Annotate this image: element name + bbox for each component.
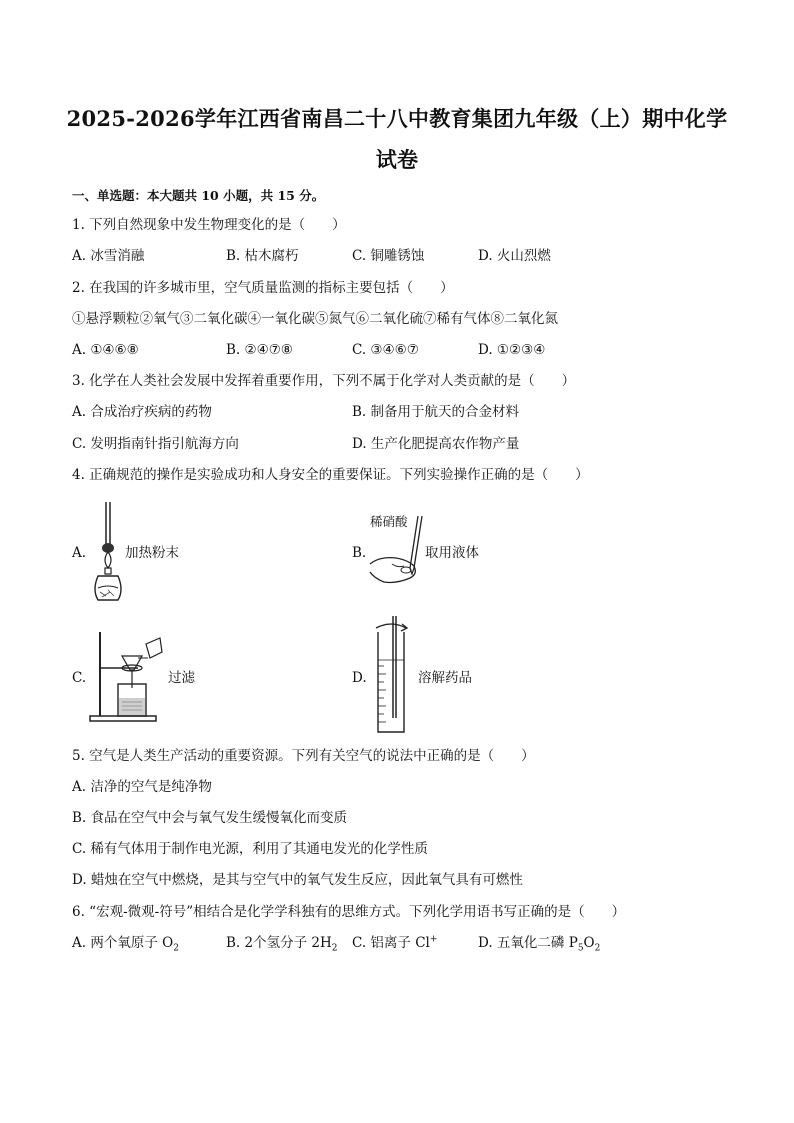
question-5-stem: 5. 空气是人类生产活动的重要资源。下列有关空气的说法中正确的是（ ） [72,748,535,764]
q4-option-c-label: 过滤 [168,670,195,686]
q3-option-c: C. 发明指南针指引航海方向 [72,436,239,452]
q6-option-d-oxygen: O [583,935,595,951]
filtration-diagram [86,628,166,723]
q6-option-d [478,935,601,954]
q5-option-c: C. 稀有气体用于制作电光源，利用了其通电发光的化学性质 [72,841,428,857]
q3-option-b: B. 制备用于航天的合金材料 [352,404,520,420]
q2-option-a: A. ①④⑥⑧ [72,342,139,358]
q4-option-d-label: 溶解药品 [418,670,472,686]
q6-option-c-superscript: + [429,934,438,945]
q4-option-b-reagent: 稀硝酸 [370,514,408,529]
question-4-stem: 4. 正确规范的操作是实验成功和人身安全的重要保证。下列实验操作正确的是（ ） [72,467,589,483]
q4-option-b-label: 取用液体 [425,545,479,561]
question-2-stem: 2. 在我国的许多城市里，空气质量监测的指标主要包括（ ） [72,280,454,296]
exam-title-line1: 2025-2026学年江西省南昌二十八中教育集团九年级（上）期中化学 [66,106,728,131]
q6-option-a [72,935,179,954]
q6-option-d-subscript-2: 2 [594,943,601,954]
q4-option-d-letter: D. [352,670,367,686]
q4-option-a-letter: A. [72,545,87,561]
question-2-items: ①悬浮颗粒②氧气③二氧化碳④一氧化碳⑤氮气⑥二氧化硫⑦稀有气体⑧二氧化氮 [72,311,558,327]
question-3-stem: 3. 化学在人类社会发展中发挥着重要作用，下列不属于化学对人类贡献的是（ ） [72,373,576,389]
section-heading: 一、单选题：本大题共 10 小题，共 15 分。 [72,188,325,203]
q1-option-c: C. 铜雕锈蚀 [352,248,425,264]
q6-option-a-text: A. 两个氧原子 O [72,935,174,951]
q2-option-d: D. ①②③④ [478,342,546,358]
q6-option-b-text: B. 2个氢分子 2H [226,935,332,951]
q3-option-a: A. 合成治疗疾病的药物 [72,404,212,420]
q6-option-b-subscript: 2 [331,943,338,954]
q2-option-b: B. ②④⑦⑧ [226,342,293,358]
q6-option-a-subscript: 2 [173,943,179,954]
q6-option-b [226,935,338,954]
take-liquid-diagram [366,512,426,592]
q3-option-d: D. 生产化肥提高农作物产量 [352,436,520,452]
heating-powder-diagram [88,500,128,605]
q6-option-d-text: D. 五氧化二磷 P [478,935,578,951]
q5-option-d: D. 蜡烛在空气中燃烧，是其与空气中的氧气发生反应，因此氧气具有可燃性 [72,872,523,888]
q1-option-a: A. 冰雪消融 [72,248,145,264]
q4-option-a-label: 加热粉末 [125,545,179,561]
q1-option-b: B. 枯木腐朽 [226,248,299,264]
q4-option-c-letter: C. [72,670,87,686]
exam-title-line2: 试卷 [375,147,419,172]
dissolving-diagram [366,614,416,738]
q6-option-d-subscript-1: 5 [577,943,584,954]
question-1-stem: 1. 下列自然现象中发生物理变化的是（ ） [72,217,346,233]
q6-option-c [352,934,438,951]
question-6-stem: 6. “宏观-微观-符号”相结合是化学学科独有的思维方式。下列化学用语书写正确的是（ ） [72,904,626,920]
q1-option-d: D. 火山烈燃 [478,248,551,264]
q5-option-a: A. 洁净的空气是纯净物 [72,779,212,795]
q6-option-c-text: C. 铝离子 Cl [352,935,430,951]
q4-option-b-letter: B. [352,545,367,561]
q5-option-b: B. 食品在空气中会与氧气发生缓慢氧化而变质 [72,810,348,826]
q2-option-c: C. ③④⑥⑦ [352,342,419,358]
